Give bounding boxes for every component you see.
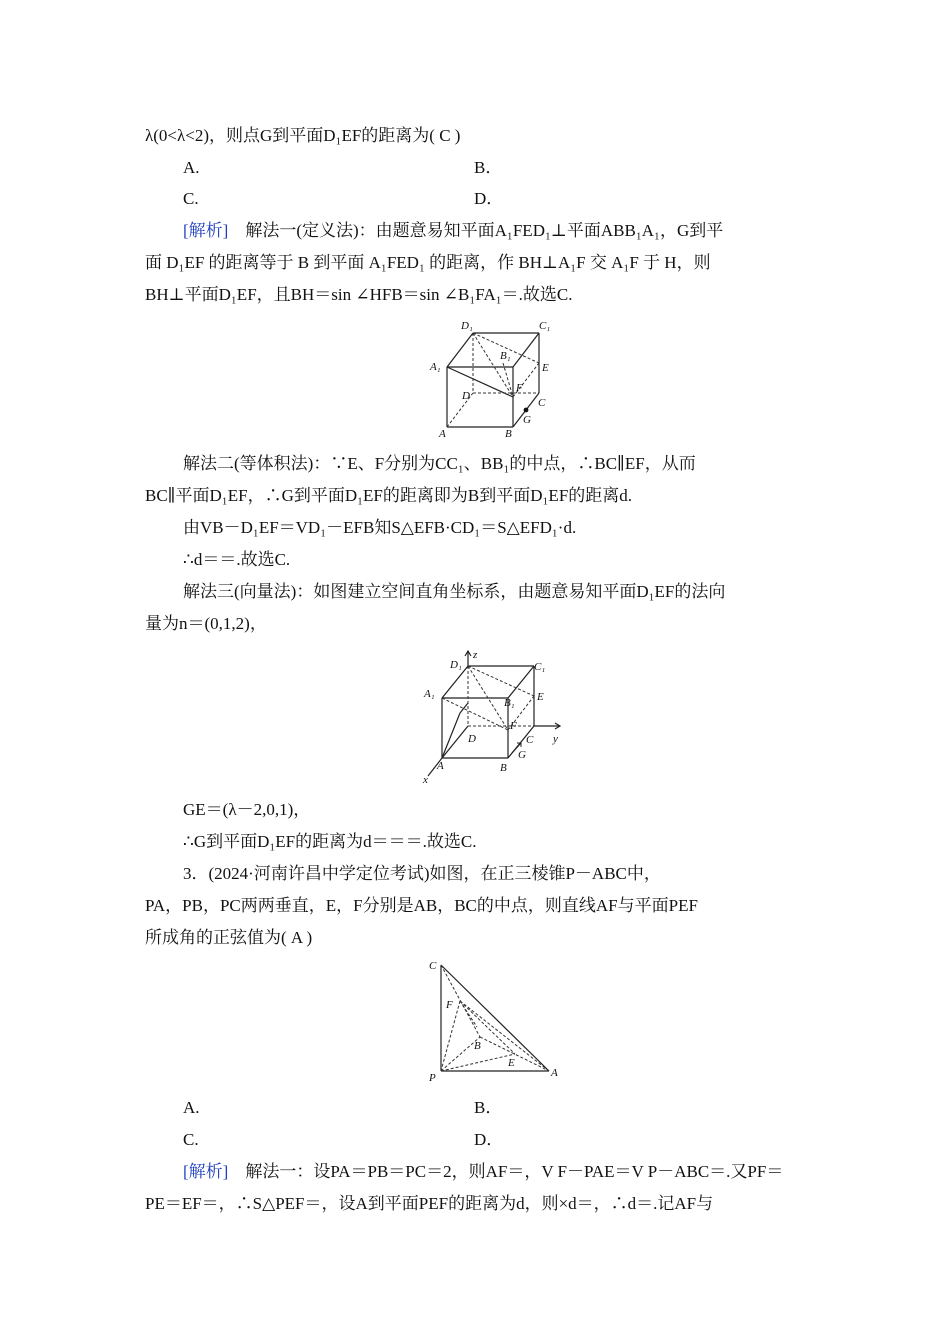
text-line: ∴G到平面D₁EF的距离为d＝＝＝.故选C. xyxy=(183,832,477,851)
text-line: GE＝(λ－2,0,1)， xyxy=(183,800,311,819)
label-E: E xyxy=(537,691,544,703)
option-b: B． xyxy=(474,1098,503,1117)
label-B: B xyxy=(505,428,512,440)
label-x: x xyxy=(423,774,428,786)
text-span: 解法一：设PA＝PB＝PC＝2，则AF＝，V F－PAE＝V P－ABC＝.又PF＝ xyxy=(228,1162,784,1181)
text-line: BH⊥平面D₁EF，且BH＝sin ∠HFB＝sin ∠B₁FA₁＝.故选C. xyxy=(145,285,573,304)
label-G: G xyxy=(518,749,526,761)
text-line: 面 D₁EF 的距离等于 B 到平面 A₁FED₁ 的距离，作 BH⊥A₁F 交 A₁F 于 H，则 xyxy=(145,253,711,272)
text-line: PA，PB，PC两两垂直，E，F分别是AB，BC的中点，则直线AF与平面PEF xyxy=(145,896,698,915)
label-z: z xyxy=(473,649,478,661)
label-E: E xyxy=(508,1057,515,1069)
label-A: A xyxy=(437,760,444,772)
text-line: 解法二(等体积法)：∵E、F分别为CC₁、BB₁的中点，∴BC∥EF，从而 xyxy=(183,454,696,473)
problem-3-title: 3．(2024·河南许昌中学定位考试)如图，在正三棱锥P－ABC中， xyxy=(183,864,661,883)
label-C: C xyxy=(429,960,437,972)
option-b: B． xyxy=(474,158,503,177)
text-line: PE＝EF＝，∴S△PEF＝，设A到平面PEF的距离为d，则×d＝，∴d＝.记AF与 xyxy=(145,1194,714,1213)
label-G: G xyxy=(523,414,531,426)
label-P: P xyxy=(429,1072,436,1084)
label-D1: D₁ xyxy=(450,659,462,671)
label-A: A xyxy=(439,428,446,440)
option-c: C. xyxy=(183,189,199,208)
text-line: 由VB－D₁EF＝VD₁－EFB知S△EFB·CD₁＝S△EFD₁·d. xyxy=(183,518,577,537)
label-C1: C₁ xyxy=(534,661,546,673)
label-C: C xyxy=(538,397,546,409)
analysis-tag: [解析] xyxy=(183,1162,229,1181)
label-F: F xyxy=(516,382,523,394)
text-line: 量为n＝(0,1,2)， xyxy=(145,614,267,633)
analysis-line xyxy=(183,220,843,242)
option-d: D． xyxy=(474,1130,504,1149)
option-a: A. xyxy=(183,1098,200,1117)
label-y: y xyxy=(553,733,558,745)
text-line: 解法三(向量法)：如图建立空间直角坐标系，由题意易知平面D₁EF的法向 xyxy=(183,582,726,601)
option-d: D． xyxy=(474,189,504,208)
label-E: E xyxy=(542,362,549,374)
label-A1: A₁ xyxy=(430,361,441,373)
label-C1: C₁ xyxy=(539,320,551,332)
label-B: B xyxy=(474,1040,481,1052)
label-A1: A₁ xyxy=(424,688,435,700)
text-line: ∴d＝＝.故选C. xyxy=(183,550,291,569)
text-line: 所成角的正弦值为( A ) xyxy=(145,928,313,947)
label-D1: D₁ xyxy=(461,320,473,332)
pyramid-figure xyxy=(425,955,565,1085)
label-F: F xyxy=(510,720,517,732)
option-a: A. xyxy=(183,158,200,177)
cube-figure-1 xyxy=(425,315,555,445)
text-line: λ(0<λ<2)，则点G到平面D₁EF的距离为( C ) xyxy=(145,126,461,145)
cube-figure-2 xyxy=(420,648,570,786)
label-B1: B₁ xyxy=(500,350,511,362)
analysis-line xyxy=(183,1161,843,1183)
text-span: 解法一(定义法)：由题意易知平面A₁FED₁⊥平面ABB₁A₁，G到平 xyxy=(228,221,724,240)
analysis-tag: [解析] xyxy=(183,221,229,240)
option-c: C. xyxy=(183,1130,199,1149)
text-line: BC∥平面D₁EF，∴G到平面D₁EF的距离即为B到平面D₁EF的距离d. xyxy=(145,486,633,505)
label-C: C xyxy=(526,734,534,746)
label-A: A xyxy=(551,1067,558,1079)
label-F: F xyxy=(446,999,453,1011)
label-B: B xyxy=(500,762,507,774)
label-D: D xyxy=(462,390,470,402)
label-D: D xyxy=(468,733,476,745)
label-B1: B₁ xyxy=(504,697,515,709)
